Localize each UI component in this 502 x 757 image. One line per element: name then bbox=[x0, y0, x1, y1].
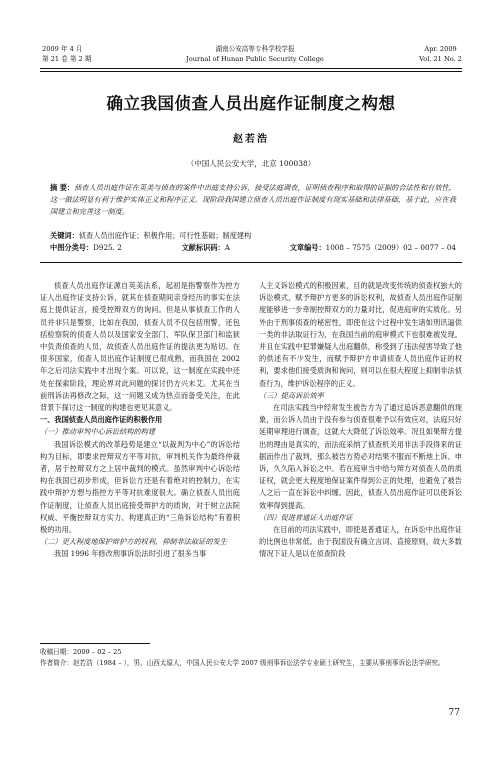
body-paragraph: 侦查人员出庭作证源自英美法系，起初是指警察作为控方证人出庭作证支持公诉，就其在侦查期间亲身经历的事实在法庭上提供证言，接受控辩双方的询问。但是从事侦查工作的人员并非只是警察，比如在我国，侦查人员不仅包括刑警，还包括检察院的侦查人员以及国家安全部门、军队保卫部门和监狱中负责侦查的人员，故侦查人员出庭作证的提法更为贴切。在很多国家，侦查人员出庭作证制度已很成熟，而我国在 2002 年之后司法实践中才出现个案。可以说，这一制度在实践中还处在探索阶段，理论界对此问题的探讨仍方兴未艾。尤其在当前刑诉法再修改之际，这一问题又成为热点而备受关注，在此背景下探讨这一制度的构建也更见其意义。 bbox=[40, 281, 240, 413]
received-date: 收稿日期：2009 – 02 – 25 bbox=[40, 648, 122, 656]
section-heading: （三）提高诉讼效率 bbox=[259, 390, 324, 400]
article-number bbox=[290, 243, 456, 253]
keywords-text: 侦查人员出庭作证；积极作用；可行性基础；制度建构 bbox=[78, 231, 252, 240]
doc-value: A bbox=[224, 243, 230, 252]
body-paragraph: 我国 1996 年修改刑事诉讼法时引进了很多当事 bbox=[54, 549, 207, 559]
section-heading: （四）促进普通证人出庭作证 bbox=[259, 512, 353, 522]
author-bio: 作者简介：赵若浩（1984 – ），男，山西太原人，中国人民公安大学 2007 级刑事诉讼法学专业硕士研究生，主要从事刑事诉讼法学研究。 bbox=[40, 658, 445, 667]
footnote bbox=[40, 647, 462, 668]
section-heading: （一）推动审判中心诉讼结构的构建 bbox=[40, 427, 156, 437]
body-column-left bbox=[40, 280, 240, 561]
page-number: 77 bbox=[448, 708, 460, 718]
section-heading: 一、我国侦查人员出庭作证的积极作用 bbox=[40, 415, 163, 425]
header-rule bbox=[40, 68, 462, 69]
header-volume: 第 21 卷 第 2 期 bbox=[42, 55, 92, 63]
header-volume-en: Vol. 21 No. 2 bbox=[419, 55, 462, 63]
keywords-label: 关键词： bbox=[50, 231, 79, 240]
header-right bbox=[419, 44, 462, 64]
clc-value: D925. 2 bbox=[93, 243, 122, 252]
header-date: 2009 年 4 月 bbox=[42, 45, 83, 53]
body-paragraph: 我国诉讼模式的改革趋势是建立“以裁判为中心”的诉讼结构为目标，即要求控辩双方平等对抗，审判机关作为最终仲裁者，居于控辩双方之上居中裁判的模式。虽然审判中心诉讼结构在我国已初步形成，但诉讼方还是有着绝对的控制力，在实践中辩护方想与指控方平等对抗难度很大。确立侦查人员出庭作证制度，让侦查人员出庭接受辩护方的质询，对于树立法院权威、平衡控辩双方实力、构建真正的“三角诉讼结构”有着积极的功用。 bbox=[40, 439, 240, 535]
classification-line bbox=[50, 243, 456, 253]
journal-name-en: Journal of Hunan Public Security College bbox=[186, 55, 324, 63]
article-title: 确立我国侦查人员出庭作证制度之构想 bbox=[106, 94, 396, 113]
author-name: 赵若浩 bbox=[233, 134, 269, 145]
header-date-en: Apr. 2009 bbox=[424, 45, 457, 53]
journal-name-cn: 湖南公安高等专科学校学报 bbox=[215, 45, 295, 53]
abstract-label: 摘 要： bbox=[50, 183, 75, 192]
header-center bbox=[185, 44, 325, 64]
document-code bbox=[182, 243, 230, 253]
art-label: 文章编号： bbox=[289, 243, 326, 252]
section-heading: （二）更大程度地保护辩护方的权利，抑制非法取证的发生 bbox=[40, 537, 227, 547]
body-paragraph: 在司法实践当中经常发生被告方为了通过追诉恶意翻供的现象，而公诉人员由于没有参与侦查很难予以有效应对，法庭只好延期审理进行调查，这就大大降低了诉讼效率。况且如果辩方提出的理由是真实的，而法庭采纳了侦查机关用非法手段得来的证据而作出了裁判，那么被告方势必对结果不服而不断地上诉、申诉，久久陷入诉讼之中。若在庭审当中给与辩方对侦查人员的质证权，就会更大程度地保证案件得到公正的处理，也避免了被告人之后一直在诉讼中纠缠。因此，侦查人员出庭作证可以使诉讼效率得到提高。 bbox=[259, 403, 462, 510]
art-value: 1008 – 7575（2009）02 – 0077 – 04 bbox=[325, 243, 456, 252]
abstract-separator bbox=[40, 262, 462, 263]
keywords bbox=[50, 230, 456, 242]
body-column-right bbox=[259, 280, 462, 561]
header-left bbox=[42, 44, 91, 64]
body-paragraph: 人主义诉讼模式的积极因素，目的就是改变传统的侦查权独大的诉讼模式，赋予辩护方更多的诉讼权利，故侦查人员出庭作证制度能够进一步牵制控辩双方的力量对比，促进庭审的实质化。另外由于刑事侦查的秘密性，即使在这个过程中发生诸如刑讯逼供一类的非法取证行为，在我国当前的庭审模式下也很难被发现。并且在实践中犯罪嫌疑人出庭翻供，称受到了违法侵害导致了他的供述有不少发生，而赋予辩护方申请侦查人员出庭作证的权利，要求他们接受质询和询问，则可以在很大程度上抑制非法侦查行为，维护诉讼程序的正义。 bbox=[259, 281, 462, 388]
footnote-rule bbox=[40, 643, 150, 644]
abstract bbox=[50, 182, 456, 219]
abstract-text: 侦查人员出庭作证在英美与侦查的案件中出庭支持公诉，接受法庭调查，证明侦查程序和取得的证据的合法性和有效性，这一做法明显有利于维护实体正义和程序正义。现阶段我国建立侦查人员出庭作证制度有现实基础和法律基础，基于此，应在我国建立和完善这一制度。 bbox=[50, 183, 456, 217]
header-rule-thin bbox=[40, 71, 462, 72]
author-affiliation: （中国人民公安大学，北京 100038） bbox=[186, 159, 316, 168]
doc-label: 文献标识码： bbox=[181, 243, 225, 252]
clc-label: 中图分类号： bbox=[50, 243, 94, 252]
clc-number bbox=[50, 243, 122, 253]
body-paragraph: 在目前的司法实践中，即使是普通证人，在诉讼中出庭作证的比例也非常低。由于我国没有确立言词、直接原则，故大多数情况下证人是以在侦查阶段 bbox=[259, 525, 462, 559]
